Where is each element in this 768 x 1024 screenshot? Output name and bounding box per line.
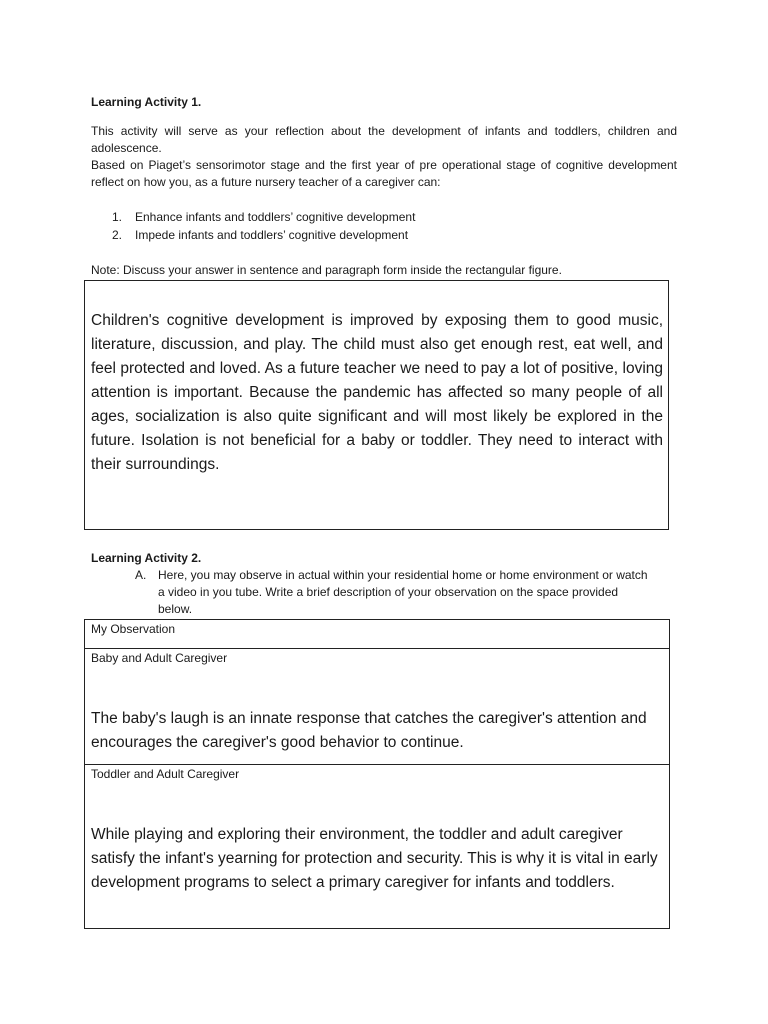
activity2-heading: Learning Activity 2. — [91, 551, 202, 565]
instruction-label: A. — [135, 568, 147, 582]
list-item-text: Enhance infants and toddlers’ cognitive development — [135, 210, 416, 224]
table-header-cell — [85, 620, 670, 649]
table-header: My Observation — [91, 622, 176, 636]
answer-box — [84, 280, 669, 530]
activity1-intro-paragraph-1: This activity will serve as your reflection about the development of infants and toddlers, children and adolescence. — [91, 124, 677, 155]
activity1-heading: Learning Activity 1. — [91, 95, 202, 109]
list-item — [112, 209, 672, 227]
list-item-text: Impede infants and toddlers’ cognitive development — [135, 228, 409, 242]
list-item-number: 2. — [112, 228, 123, 242]
instruction-text: Here, you may observe in actual within your residential home or home environment or watch a video in you tube. Write a brief description of your observation on the space provided below. — [158, 568, 648, 616]
answer-text: Children's cognitive development is improved by exposing them to good music, literature, discussion, and play. The child must also get enough rest, eat well, and feel protected and loved. As a future teacher we need to pay a lot of positive, loving attention is important. Because the pandemic has affected so many people of all ages, socialization is also quite significant and will most likely be explored in the future. Isolation is not beneficial for a baby or toddler. They need to interact with their surroundings. — [91, 312, 663, 473]
list-item — [112, 227, 672, 245]
activity1-note: Note: Discuss your answer in sentence and paragraph form inside the rectangular figure. — [91, 263, 562, 277]
row-label: Toddler and Adult Caregiver — [91, 767, 240, 781]
observation-table — [84, 619, 670, 929]
table-row — [85, 649, 670, 765]
list-item-number: 1. — [112, 210, 123, 224]
activity1-intro-paragraph-2: Based on Piaget’s sensorimotor stage and the first year of pre operational stage of cognitive development reflect on how you, as a future nursery teacher of a caregiver can: — [91, 158, 677, 189]
row-label: Baby and Adult Caregiver — [91, 651, 228, 665]
activity1-task-list — [112, 209, 672, 245]
row-text: The baby's laugh is an innate response that catches the caregiver's attention and encourages the caregiver's good behavior to continue. — [91, 710, 647, 751]
table-row — [85, 765, 670, 929]
row-text: While playing and exploring their environment, the toddler and adult caregiver satisfy the infant's yearning for protection and security. This is why it is vital in early development programs to select a primary caregiver for infants and toddlers. — [91, 826, 658, 891]
